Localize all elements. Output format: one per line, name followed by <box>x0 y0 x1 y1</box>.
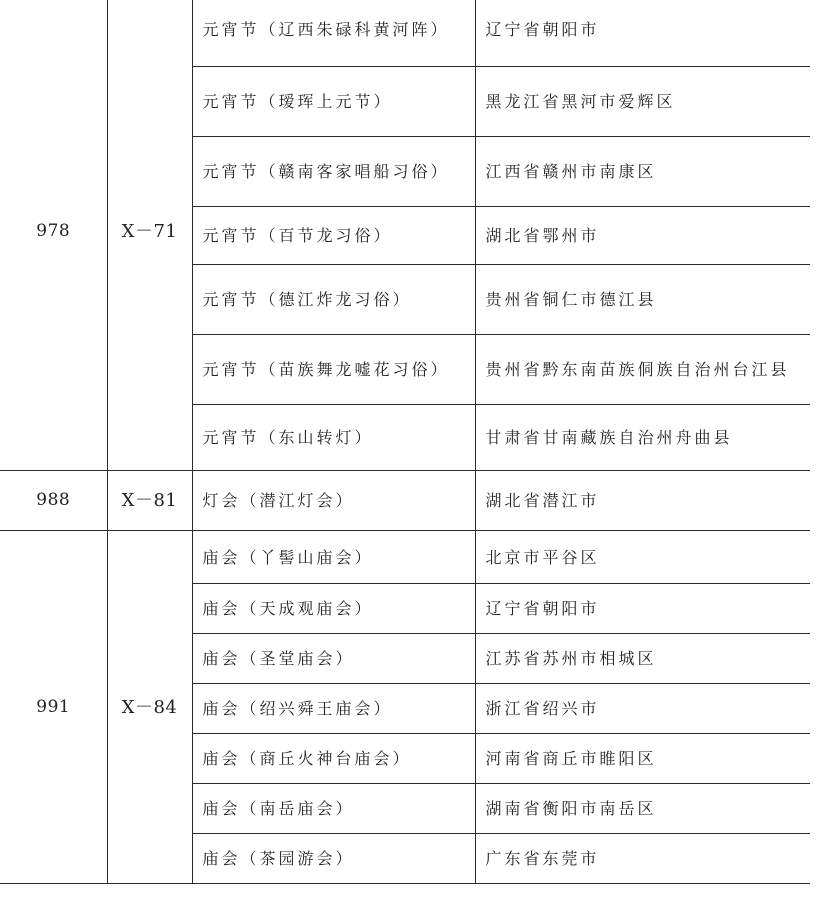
project-name-cell: 元宵节（赣南客家唱船习俗） <box>192 137 475 207</box>
project-name-cell: 庙会（绍兴舜王庙会） <box>192 684 475 734</box>
region-cell: 湖北省鄂州市 <box>475 207 810 265</box>
project-name-cell: 元宵节（苗族舞龙嘘花习俗） <box>192 335 475 405</box>
region-cell: 辽宁省朝阳市 <box>475 0 810 67</box>
region-cell: 甘肃省甘南藏族自治州舟曲县 <box>475 405 810 471</box>
region-cell: 广东省东莞市 <box>475 834 810 884</box>
project-name-cell: 元宵节（百节龙习俗） <box>192 207 475 265</box>
region-cell: 辽宁省朝阳市 <box>475 584 810 634</box>
project-name-cell: 元宵节（瑷珲上元节） <box>192 67 475 137</box>
project-name-cell: 庙会（茶园游会） <box>192 834 475 884</box>
region-cell: 湖北省潜江市 <box>475 471 810 531</box>
project-name-cell: 庙会（南岳庙会） <box>192 784 475 834</box>
project-name-cell: 庙会（圣堂庙会） <box>192 634 475 684</box>
region-cell: 黑龙江省黑河市爱辉区 <box>475 67 810 137</box>
project-name-cell: 庙会（商丘火神台庙会） <box>192 734 475 784</box>
region-cell: 北京市平谷区 <box>475 531 810 584</box>
table-row <box>0 531 810 584</box>
project-name-cell: 灯会（潜江灯会） <box>192 471 475 531</box>
item-code-cell: Ⅹ－71 <box>107 0 192 471</box>
item-number-cell: 978 <box>0 0 107 471</box>
item-code-cell: Ⅹ－84 <box>107 531 192 884</box>
region-cell: 河南省商丘市睢阳区 <box>475 734 810 784</box>
item-code-cell: Ⅹ－81 <box>107 471 192 531</box>
region-cell: 江西省赣州市南康区 <box>475 137 810 207</box>
table-row <box>0 471 810 531</box>
project-name-cell: 元宵节（东山转灯） <box>192 405 475 471</box>
region-cell: 江苏省苏州市相城区 <box>475 634 810 684</box>
item-number-cell: 991 <box>0 531 107 884</box>
project-name-cell: 庙会（丫髻山庙会） <box>192 531 475 584</box>
project-name-cell: 庙会（天成观庙会） <box>192 584 475 634</box>
project-name-cell: 元宵节（德江炸龙习俗） <box>192 265 475 335</box>
region-cell: 贵州省铜仁市德江县 <box>475 265 810 335</box>
item-number-cell: 988 <box>0 471 107 531</box>
region-cell: 贵州省黔东南苗族侗族自治州台江县 <box>475 335 810 405</box>
region-cell: 湖南省衡阳市南岳区 <box>475 784 810 834</box>
region-cell: 浙江省绍兴市 <box>475 684 810 734</box>
table-row <box>0 0 810 67</box>
project-name-cell: 元宵节（辽西朱碌科黄河阵） <box>192 0 475 67</box>
